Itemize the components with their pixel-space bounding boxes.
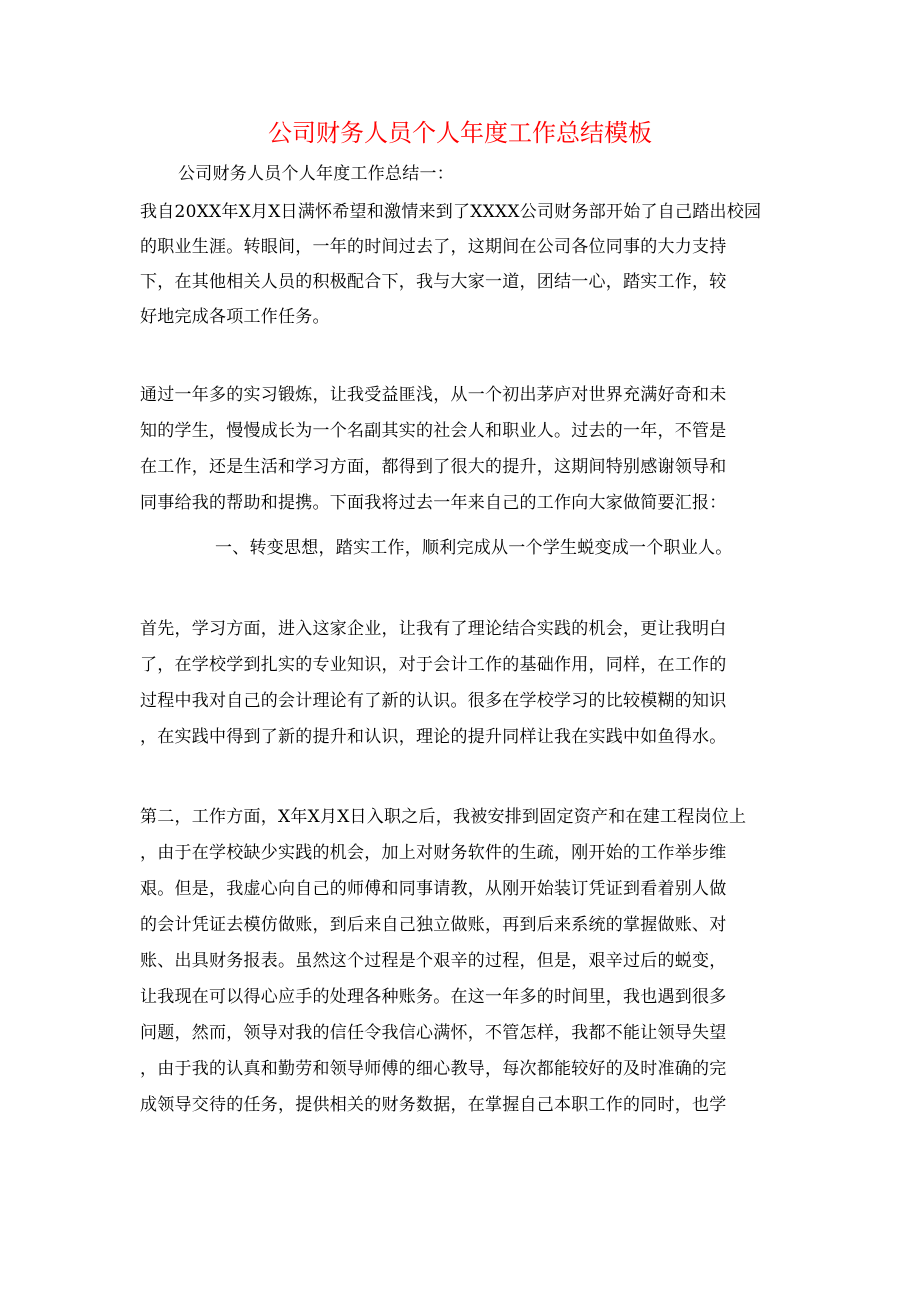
paragraph-2-line: 在工作，还是生活和学习方面，都得到了很大的提升，这期间特别感谢领导和	[140, 457, 727, 477]
paragraph-3-line: ，在实践中得到了新的提升和认识，理论的提升同样让我在实践中如鱼得水。	[140, 727, 727, 747]
paragraph-2-line: 通过一年多的实习锻炼，让我受益匪浅，从一个初出茅庐对世界充满好奇和未	[140, 385, 727, 405]
paragraph-4-line: 账、出具财务报表。虽然这个过程是个艰辛的过程，但是，艰辛过后的蜕变，	[140, 951, 727, 971]
paragraph-1-line: 好地完成各项工作任务。	[140, 307, 330, 327]
document-title: 公司财务人员个人年度工作总结模板	[268, 119, 652, 147]
paragraph-1-line: 下，在其他相关人员的积极配合下，我与大家一道，团结一心，踏实工作，较	[140, 272, 727, 292]
paragraph-4-line: 的会计凭证去模仿做账，到后来自己独立做账，再到后来系统的掌握做账、对	[140, 915, 727, 935]
paragraph-4-line: 第二，工作方面，X年X月X日入职之后，我被安排到固定资产和在建工程岗位上	[140, 807, 747, 827]
paragraph-4-line: 问题，然而，领导对我的信任令我信心满怀，不管怎样，我都不能让领导失望	[140, 1023, 727, 1043]
paragraph-4-line: 成领导交待的任务，提供相关的财务数据，在掌握自己本职工作的同时，也学	[140, 1095, 727, 1115]
paragraph-3-line: 过程中我对自己的会计理论有了新的认识。很多在学校学习的比较模糊的知识	[140, 691, 727, 711]
paragraph-4-line: ，由于在学校缺少实践的机会，加上对财务软件的生疏，刚开始的工作举步维	[140, 843, 727, 863]
paragraph-1-line: 我自20XX年X月X日满怀希望和激情来到了XXXX公司财务部开始了自己踏出校园	[140, 202, 762, 222]
paragraph-4-line: 艰。但是，我虚心向自己的师傅和同事请教，从刚开始装订凭证到看着别人做	[140, 879, 727, 899]
paragraph-2-line: 同事给我的帮助和提携。下面我将过去一年来自己的工作向大家做简要汇报：	[140, 493, 727, 513]
paragraph-2-line: 知的学生，慢慢成长为一个名副其实的社会人和职业人。过去的一年，不管是	[140, 421, 727, 441]
paragraph-4-line: 让我现在可以得心应手的处理各种账务。在这一年多的时间里，我也遇到很多	[140, 987, 727, 1007]
paragraph-1-line: 的职业生涯。转眼间，一年的时间过去了，这期间在公司各位同事的大力支持	[140, 237, 727, 257]
section-heading: 一、转变思想，踏实工作，顺利完成从一个学生蜕变成一个职业人。	[215, 538, 733, 558]
paragraph-3-line: 首先，学习方面，进入这家企业，让我有了理论结合实践的机会，更让我明白	[140, 619, 727, 639]
document-subtitle: 公司财务人员个人年度工作总结一：	[178, 164, 454, 184]
paragraph-3-line: 了，在学校学到扎实的专业知识，对于会计工作的基础作用，同样，在工作的	[140, 655, 727, 675]
paragraph-4-line: ，由于我的认真和勤劳和领导师傅的细心教导，每次都能较好的及时准确的完	[140, 1059, 727, 1079]
